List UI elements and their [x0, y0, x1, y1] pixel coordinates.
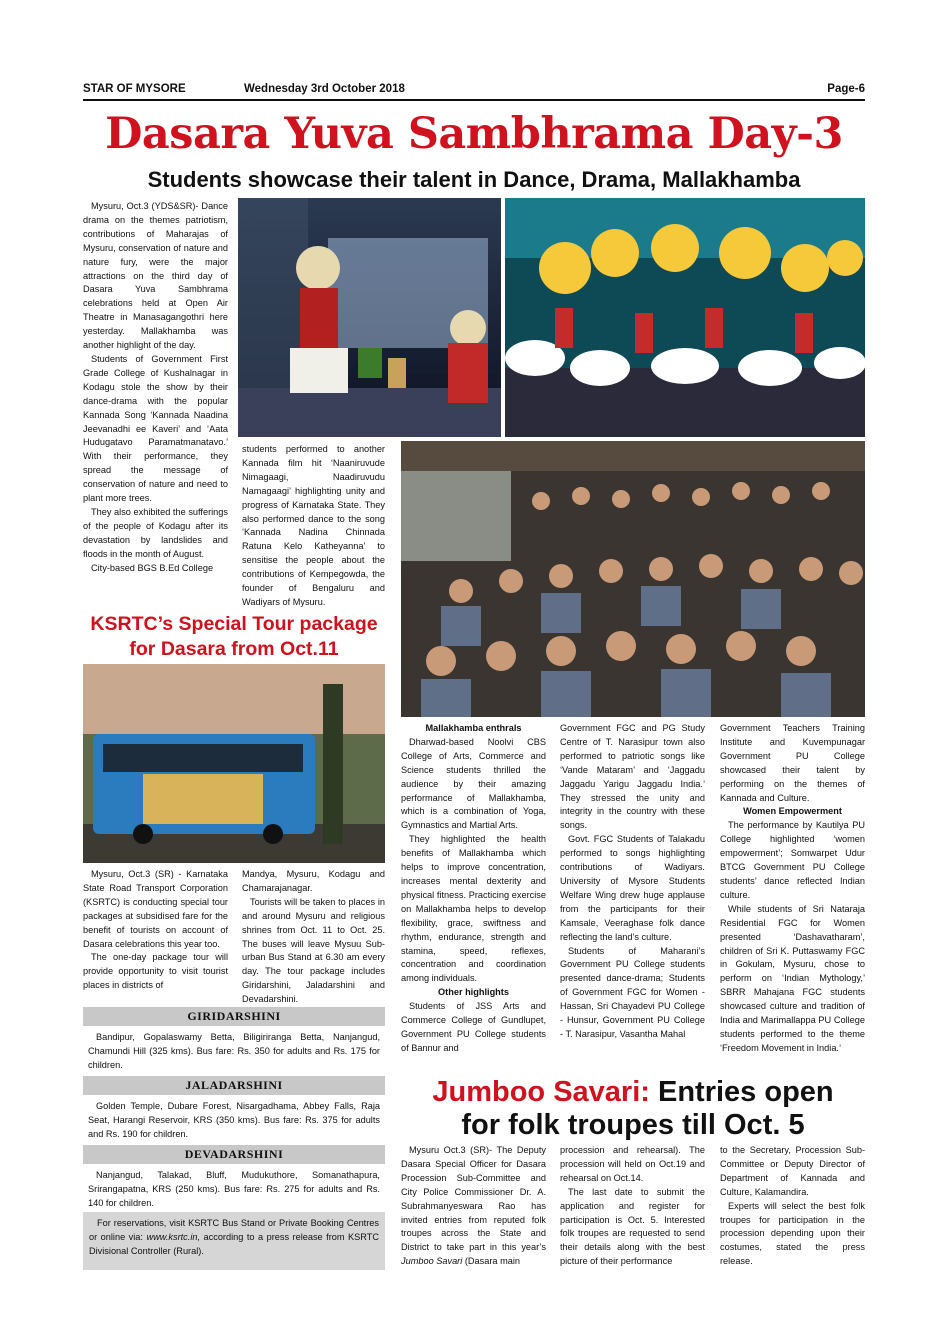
text-run: (Dasara main [462, 1256, 520, 1267]
paragraph: Govt. FGC Students of Talakadu performed to songs highlighting contributions of Wadiyars. University of Mysore Students Welfare Wing drew huge applause from the participants for their Kamsale, Veeraghase folk dance reflecting the land’s culture. [560, 834, 705, 942]
jaladarshini-details: Golden Temple, Dubare Forest, Nisargadhama, Abbey Falls, Raja Seat, Harangi Reservoir, KRS (350 kms). Bus fare: Rs. 375 for adults and Rs. 190 for children. [88, 1101, 380, 1139]
ksrtc-headline-line-2: for Dasara from Oct.11 [129, 638, 339, 660]
main-headline: Dasara Yuva Sambhrama Day-3 [105, 109, 843, 159]
giridarshini-details: Bandipur, Gopalaswamy Betta, Biligiriranga Betta, Nanjangud, Chamundi Hill (325 kms). Bus fare: Rs. 350 for adults and Rs. 175 for children. [88, 1032, 380, 1070]
giridarshini-band: GIRIDARSHINI [83, 1007, 385, 1026]
paragraph: students performed to another Kannada film hit ‘Naaniruvude Nimagaagi, Naadiruvudu Namagaagi’ highlighting unity and progress of Karnataka State. They also performed dance to the song ‘Kannada Nadina Chinnada Ratuna Kelo Katheyanna’ to sensitise the people about the contributions of Kempegowda, the founder of Bengaluru and Wadiyars of Mysuru. [242, 444, 385, 607]
subheading-mallakhamba: Mallakhamba enthrals [425, 723, 522, 733]
text-run-italic: Jumboo Savari [401, 1256, 463, 1267]
subheading-women-empowerment: Women Empowerment [743, 806, 842, 817]
jumboo-headline-highlight: Jumboo Savari: [432, 1076, 650, 1108]
text-run: Mysuru Oct.3 (SR)- The Deputy Dasara Special Officer for Dasara Procession Sub-Committee and City Police Commissioner Dr. A. Subrahmanyeswara Rao has invited entries from reputed folk troupes across the State and District to take part in this year’s [401, 1145, 546, 1253]
subheading-other-highlights: Other highlights [438, 987, 509, 998]
ksrtc-url: www.ksrtc.in, [146, 1232, 201, 1242]
note-text: according to a press release from KSRTC Divisional Controller (Rural). [89, 1232, 379, 1256]
header-rule [83, 99, 865, 101]
ksrtc-column-2 [242, 868, 385, 1007]
paragraph: Students of Maharani’s Government PU College students presented dance-drama; Students of Government FGC for Women - Hassan, Sri Chayadevi PU College - Hunsur, Government PU College - T. Narasipur, Vasantha Mahal [560, 945, 705, 1039]
main-story-column-5 [720, 722, 865, 1056]
devadarshini-details: Nanjangud, Talakad, Bluff, Mudukuthore, Somanathapura, Srirangapatna, KRS (250 kms). Bus fare: Rs. 275 for adults and Rs. 140 for children. [88, 1170, 380, 1208]
main-story-column-4 [560, 722, 705, 1042]
paragraph: Government Teachers Training Institute and Kuvempunagar Government PU College showcased their talent by performing on the themes of Kannada and Culture. [720, 723, 865, 803]
paragraph: procession and rehearsal). The procession will held on Oct.19 and rehearsal on Oct.14. [560, 1145, 705, 1183]
page-number: Page-6 [827, 83, 865, 95]
jumboo-headline-text: Entries open [649, 1076, 834, 1108]
paragraph: Tourists will be taken to places in and around Mysuru and religious shrines from Oct. 11 to Oct. 25. The buses will leave Mysuu Sub-urban Bus Stand at 6.30 am every day. The tour package includes Giridarshini, Jaladarshini and Devadarshini. [242, 896, 385, 1005]
jaladarshini-band: JALADARSHINI [83, 1076, 385, 1095]
issue-date: Wednesday 3rd October 2018 [244, 83, 405, 95]
photo-ksrtc-bus [83, 664, 385, 863]
paragraph: The performance by Kautilya PU College highlighted ‘women empowerment’; Somwarpet Udur BTCG Government PU College students’ dance reflected Indian culture. [720, 820, 865, 900]
paragraph: Mysuru, Oct.3 (YDS&SR)- Dance drama on the themes patriotism, contributions of Maharajas of Mysuru, conservation of nature and nature fury, were the major attractions on the third day of Dasara Yuva Sambhrama celebrations held at Open Air Theatre in Manasagangothri here yesterday. Mallakhamba was another highlight of the day. [83, 201, 228, 351]
main-story-column-2 [242, 443, 385, 610]
audience-crowd-image [401, 441, 865, 717]
paragraph: Government FGC and PG Study Centre of T. Narasipur town also performed to patriotic songs like ‘Vande Mataram’ and ‘Jaggadu Jaggadu Yarigu Jaggadu India.’ They stressed the unity and integrity in the country with these songs. [560, 723, 705, 831]
paragraph: They also exhibited the sufferings of the people of Kodagu after its devastation by landslides and floods in the month of August. [83, 506, 228, 559]
reservation-note [83, 1212, 385, 1270]
paragraph: Mysuru, Oct.3 (SR) - Karnataka State Road Transport Corporation (KSRTC) is conducting special tour packages at subsidised fare for the benefit of tourists on account of Dasara celebrations this year too. [83, 869, 228, 949]
paragraph: to the Secretary, Procession Sub-Committee or Deputy Director of Department of Kannada and Culture, Kalamandira. [720, 1145, 865, 1197]
jumboo-headline-line-2: for folk troupes till Oct. 5 [461, 1109, 805, 1141]
newspaper-name: STAR OF MYSORE [83, 83, 186, 95]
paragraph: Mandya, Mysuru, Kodagu and Chamarajanagar. [242, 869, 385, 893]
paragraph: Experts will select the best folk troupes for participation in the procession depending upon their costumes, stated the press release. [720, 1200, 865, 1267]
photo-flower-dance [505, 198, 865, 437]
main-story-column-1 [83, 200, 228, 575]
paragraph: Dharwad-based Noolvi CBS College of Arts, Commerce and Science students thrilled the audience by their amazing performance of Mallakhamba, which is a combination of Yoga, Gymnastics and Martial Arts. [401, 736, 546, 831]
paragraph: The one-day package tour will provide opportunity to visit tourist places in districts of [83, 952, 228, 991]
paragraph: The last date to submit the application and register for participation is Oct. 5. Interested folk troupes are requested to send their details along with the best picture of their performance [560, 1186, 705, 1267]
paragraph: Students of Government First Grade College of Kushalnagar in Kodagu stole the show by their dance-drama with the popular Kannada Song ‘Kannada Naadina Jeevanadhi ee Kaveri’ and ‘Aata Hudugatavo Paramatmanatavo.’ With their performance, they spread the message of conservation of nature and need to plant more trees. [83, 353, 228, 504]
jumboo-column-1 [401, 1144, 546, 1269]
jumboo-column-3 [720, 1144, 865, 1269]
paragraph: Students of JSS Arts and Commerce College of Gundlupet, Government PU College students of Bannur and [401, 1001, 546, 1053]
paragraph: They highlighted the health benefits of Mallakhamba which helps to improve concentration, increases mental dexterity and physical fitness. Practicing exercise on Mallakhamba helps to develop flexibility, grace, swiftness and rhythm, endurance, strength and stamina, speed, reflexes, concentration and coordination among individuals. [401, 834, 546, 984]
tour-bus-image [83, 664, 385, 863]
flower-costume-dancers-image [505, 198, 865, 437]
stage-performers-image [238, 198, 501, 437]
page-header [83, 83, 865, 99]
ksrtc-headline [83, 612, 385, 662]
ksrtc-column-1 [83, 868, 228, 993]
main-subheadline: Students showcase their talent in Dance, Drama, Mallakhamba [147, 167, 801, 192]
note-text: For reservations, visit KSRTC Bus Stand or Private Booking Centres or online via: [89, 1218, 379, 1242]
paragraph: City-based BGS B.Ed College [91, 562, 214, 573]
paragraph: While students of Sri Nataraja Residential FGC for Women presented ‘Dashavatharam’, children of Sri K. Puttaswamy FGC in Gokulam, Mysuru, chose to perform on ‘Indian Mythology,’ SBRR Mahajana FGC students showcased culture and tradition of India and Marimallappa PU College students performed to the theme ‘Freedom Movement in India.’ [720, 903, 865, 1053]
paragraph [401, 1144, 546, 1269]
devadarshini-band: DEVADARSHINI [83, 1145, 385, 1164]
photo-audience [401, 441, 865, 717]
jumboo-headline [401, 1076, 865, 1142]
ksrtc-headline-line-1: KSRTC’s Special Tour package [90, 613, 378, 635]
main-story-column-3 [401, 722, 546, 1056]
jumboo-headline-line-1 [401, 1076, 865, 1109]
photo-dance-drama [238, 198, 501, 437]
jumboo-column-2 [560, 1144, 705, 1269]
